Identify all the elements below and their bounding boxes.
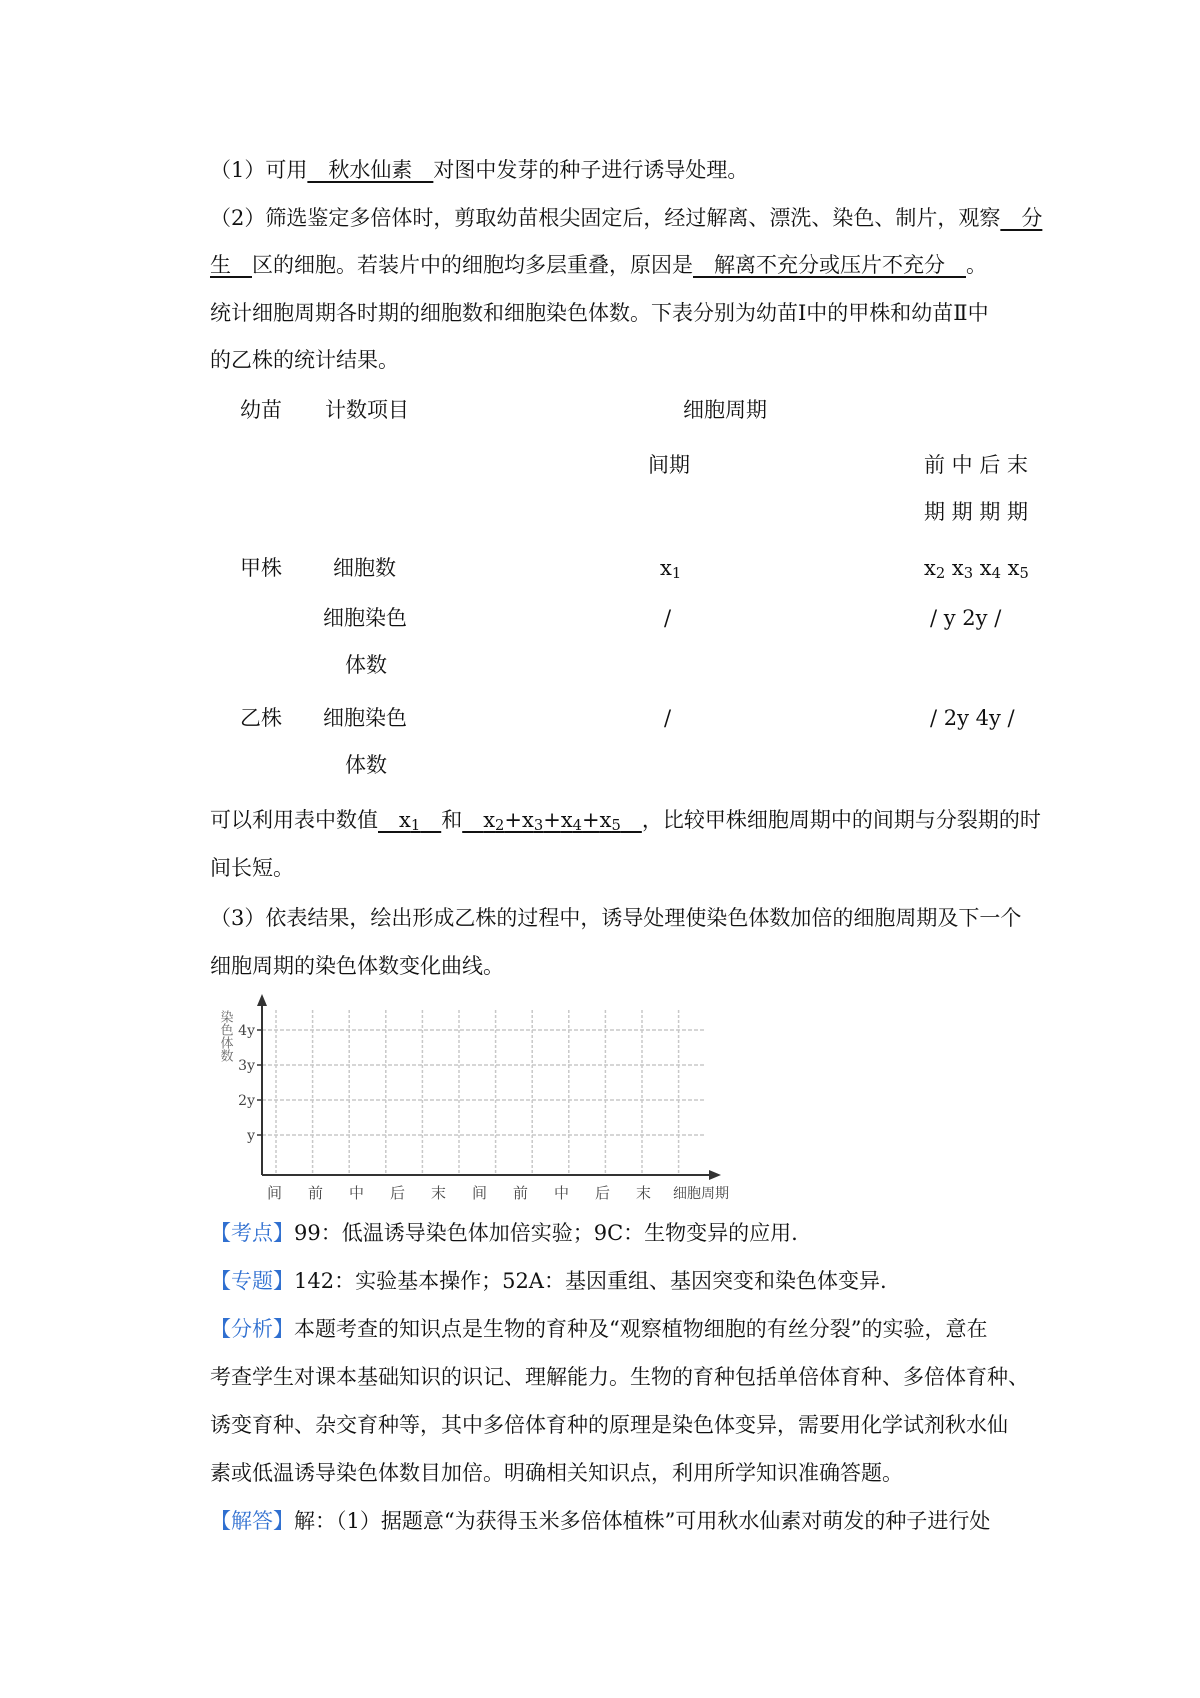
- value-jia-chrom-phases: / y 2y /: [930, 606, 1002, 630]
- row-jia-chrom-label-1: 细胞染色: [323, 606, 407, 630]
- row-cell-count-label: 细胞数: [333, 556, 396, 580]
- q2-line2-text: 区的细胞。若装片中的细胞均多层重叠，原因是: [252, 253, 693, 277]
- q1-suffix: 对图中发芽的种子进行诱导处理。: [433, 158, 749, 182]
- y-tick-label: 3y: [238, 1058, 255, 1074]
- q2b-line-2: 间长短。: [210, 856, 294, 880]
- q2b-answer-sum: $x_2+x_3+x_4+x_5$: [483, 808, 621, 834]
- value-x1: $x_1$: [660, 556, 682, 582]
- x-tick-label: 前: [513, 1184, 529, 1200]
- x-tick-label: 间: [472, 1184, 488, 1200]
- fenxi-tag: 【分析】: [210, 1317, 294, 1341]
- q2b-suffix: ，比较甲株细胞周期中的间期与分裂期的时: [641, 808, 1041, 832]
- x-tick-label: 间: [267, 1184, 283, 1200]
- x-ticks: [267, 1184, 651, 1200]
- q3-line-2: 细胞周期的染色体数变化曲线。: [210, 954, 504, 978]
- row-yi-chrom-label-1: 细胞染色: [323, 706, 407, 730]
- fenxi-line-3: 诱变育种、杂交育种等，其中多倍体育种的原理是染色体变异，需要用化学试剂秋水仙: [210, 1413, 1008, 1437]
- x-tick-label: 中: [349, 1184, 365, 1200]
- header-seedling: 幼苗: [240, 398, 282, 422]
- q1-line: [210, 155, 748, 185]
- row-yi-label: 乙株: [240, 706, 282, 730]
- y-ticks: [238, 1023, 262, 1144]
- q2-line1-text: （2）筛选鉴定多倍体时，剪取幼苗根尖固定后，经过解离、漂洗、染色、制片，观察: [210, 206, 1001, 230]
- value-yi-chrom-phases: / 2y 4y /: [930, 706, 1015, 730]
- q2-answer-reason: 解离不充分或压片不充分: [693, 253, 966, 277]
- y-axis-label: 染色体数: [217, 1010, 233, 1062]
- x-tick-label: 后: [595, 1184, 611, 1200]
- kaodian-line: [210, 1218, 798, 1248]
- q1-answer: 秋水仙素: [307, 158, 434, 182]
- q2-answer-part1: 分: [1000, 206, 1043, 230]
- zhuanti-tag: 【专题】: [210, 1269, 294, 1293]
- x-axis-label: 细胞周期: [673, 1186, 729, 1200]
- row-jia-chrom-label-2: 体数: [345, 653, 387, 677]
- q2b-line-1: [210, 805, 1041, 835]
- x-tick-label: 后: [390, 1184, 406, 1200]
- fenxi-line-4: 素或低温诱导染色体数目加倍。明确相关知识点，利用所学知识准确答题。: [210, 1461, 903, 1485]
- jieda-tag: 【解答】: [210, 1509, 294, 1533]
- x-tick-label: 末: [431, 1184, 447, 1200]
- y-axis-arrow: [257, 994, 267, 1006]
- x-tick-label: 末: [636, 1184, 652, 1200]
- q2b-prefix: 可以利用表中数值: [210, 808, 378, 832]
- y-tick-label: 2y: [238, 1093, 255, 1109]
- q2b-and: 和: [441, 808, 463, 832]
- kaodian-text: 99：低温诱导染色体加倍实验；9C：生物变异的应用.: [294, 1221, 798, 1245]
- y-tick-label: y: [247, 1128, 255, 1144]
- header-count-item: 计数项目: [325, 398, 409, 422]
- kaodian-tag: 【考点】: [210, 1221, 294, 1245]
- fenxi-line-2: 考查学生对课本基础知识的识记、理解能力。生物的育种包括单倍体育种、多倍体育种、: [210, 1365, 1029, 1389]
- q2-line-2: [210, 250, 987, 280]
- row-jia-label: 甲株: [240, 556, 282, 580]
- q3-line-1: （3）依表结果，绘出形成乙株的过程中，诱导处理使染色体数加倍的细胞周期及下一个: [210, 906, 1022, 930]
- q2-line-1: [210, 203, 1042, 233]
- header-cell-cycle: 细胞周期: [683, 398, 767, 422]
- q2-line-3: 统计细胞周期各时期的细胞数和细胞染色体数。下表分别为幼苗Ⅰ中的甲株和幼苗Ⅱ中: [210, 301, 989, 325]
- value-x2-x5: $x_2$ $x_3$ $x_4$ $x_5$: [924, 556, 1029, 582]
- jieda-text: 解：（1）据题意“为获得玉米多倍体植株”可用秋水仙素对萌发的种子进行处: [294, 1509, 991, 1533]
- x-axis-arrow: [709, 1170, 721, 1180]
- chromosome-graph: [205, 990, 745, 1200]
- x-tick-label: 中: [554, 1184, 570, 1200]
- q2b-answer-x1: $x_1$: [399, 808, 421, 834]
- value-jia-chrom-inter: /: [664, 606, 672, 630]
- graph-grid: [262, 1010, 705, 1175]
- y-tick-label: 4y: [238, 1023, 255, 1039]
- q2-line2-end: 。: [966, 253, 987, 277]
- q2-answer-part2: 生: [210, 253, 252, 277]
- fenxi-line-1: [210, 1314, 987, 1344]
- row-yi-chrom-label-2: 体数: [345, 753, 387, 777]
- jieda-line: [210, 1506, 990, 1536]
- q1-prefix: （1）可用: [210, 158, 308, 182]
- header-interphase: 间期: [648, 453, 690, 477]
- x-tick-label: 前: [308, 1184, 324, 1200]
- header-phases-row2: 期 期 期 期: [924, 500, 1029, 524]
- zhuanti-line: [210, 1266, 887, 1296]
- zhuanti-text: 142：实验基本操作；52A：基因重组、基因突变和染色体变异.: [294, 1269, 887, 1293]
- q2-line-4: 的乙株的统计结果。: [210, 348, 399, 372]
- header-phases-row1: 前 中 后 末: [924, 453, 1029, 477]
- value-yi-chrom-inter: /: [664, 706, 672, 730]
- fenxi-text-1: 本题考查的知识点是生物的育种及“观察植物细胞的有丝分裂”的实验，意在: [294, 1317, 988, 1341]
